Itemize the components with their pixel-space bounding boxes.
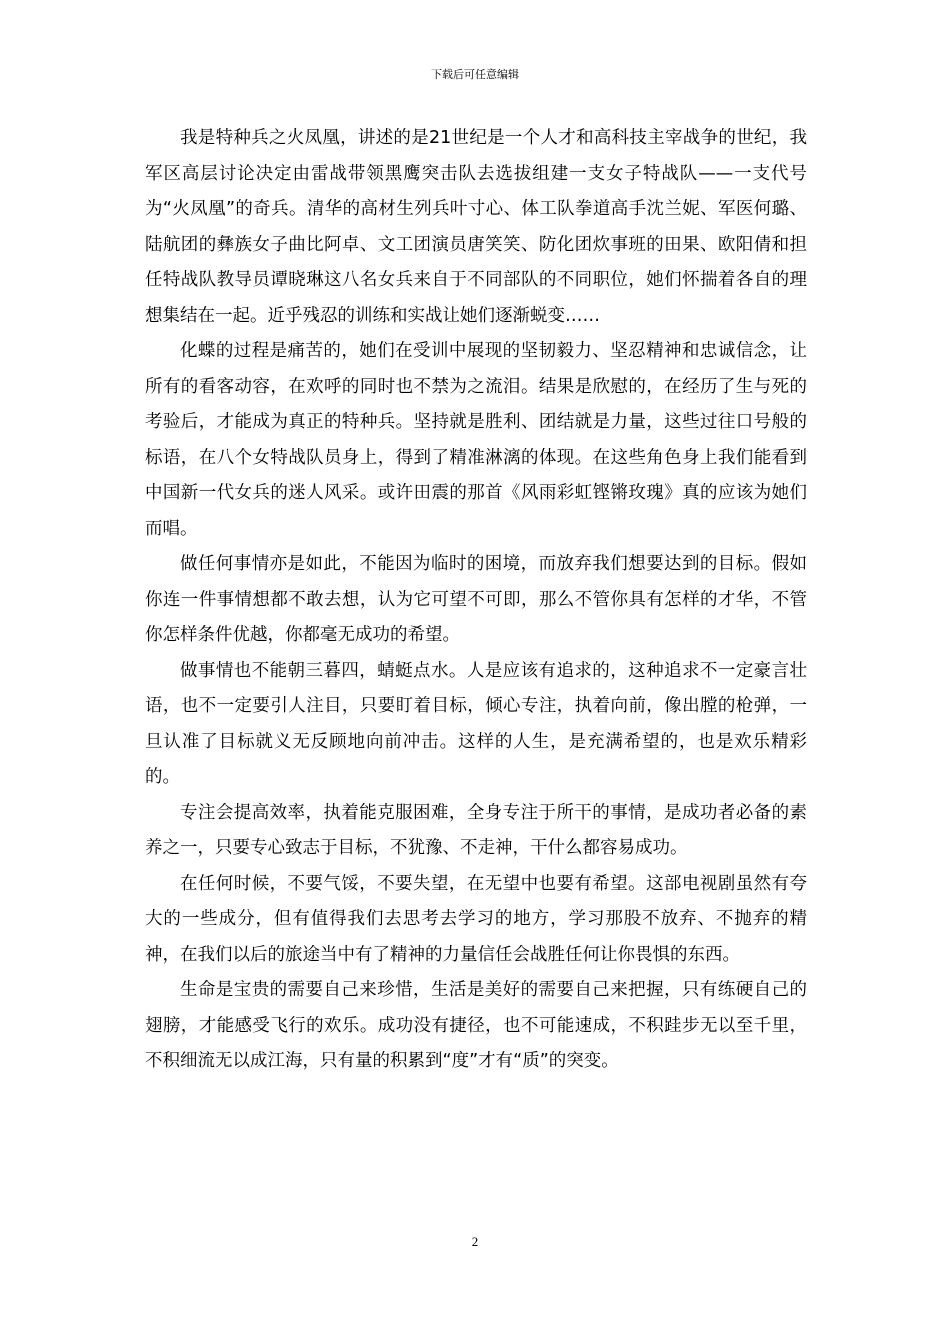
paragraph-6: 在任何时候，不要气馁，不要失望，在无望中也要有希望。这部电视剧虽然有夸大的一些成分，但有值得我们去思考去学习的地方，学习那股不放弃、不抛弃的精神，在我们以后的旅途当中有了精神的力量信任会战胜任何让你畏惧的东西。: [145, 873, 807, 965]
paragraph-7: 生命是宝贵的需要自己来珍惜，生活是美好的需要自己来把握，只有练硬自己的翅膀，才能感受飞行的欢乐。成功没有捷径，也不可能速成，不积跬步无以至千里，不积细流无以成江海，只有量的积累到“度”才有“质”的突变。: [145, 980, 807, 1071]
paragraph-5: 专注会提高效率，执着能克服困难，全身专注于所干的事情，是成功者必备的素养之一，只要专心致志于目标，不犹豫、不走神，干什么都容易成功。: [145, 802, 807, 858]
paragraph-1: 我是特种兵之火凤凰，讲述的是21世纪是一个人才和高科技主宰战争的世纪，我军区高层讨论决定由雷战带领黑鹰突击队去选拔组建一支女子特战队——一支代号为“火凤凰”的奇兵。清华的高材生列兵叶寸心、体工队拳道高手沈兰妮、军医何璐、陆航团的彝族女子曲比阿卓、文工团演员唐笑笑、防化团炊事班的田果、欧阳倩和担任特战队教导员谭晓琳这八名女兵来自于不同部队的不同职位，她们怀揣着各自的理想集结在一起。近乎残忍的训练和实战让她们逐渐蜕变……: [145, 128, 807, 326]
page-number: 2: [471, 1234, 479, 1249]
page-header: 下载后可任意编辑: [431, 68, 519, 81]
paragraph-3: 做任何事情亦是如此，不能因为临时的困境，而放弃我们想要达到的目标。假如你连一件事情想都不敢去想，认为它可望不可即，那么不管你具有怎样的才华，不管你怎样条件优越，你都毫无成功的希望。: [145, 554, 807, 645]
document-body: [145, 121, 807, 1080]
paragraph-4: 做事情也不能朝三暮四，蜻蜓点水。人是应该有追求的，这种追求不一定豪言壮语，也不一定要引人注目，只要盯着目标，倾心专注，执着向前，像出膛的枪弹，一旦认准了目标就义无反顾地向前冲击。这样的人生，是充满希望的，也是欢乐精彩的。: [145, 660, 807, 787]
paragraph-2: 化蝶的过程是痛苦的，她们在受训中展现的坚韧毅力、坚忍精神和忠诚信念，让所有的看客动容，在欢呼的同时也不禁为之流泪。结果是欣慰的，在经历了生与死的考验后，才能成为真正的特种兵。坚持就是胜利、团结就是力量，这些过往口号般的标语，在八个女特战队员身上，得到了精准淋漓的体现。在这些角色身上我们能看到中国新一代女兵的迷人风采。或许田震的那首《风雨彩虹铿锵玫瑰》真的应该为她们而唱。: [145, 341, 807, 539]
